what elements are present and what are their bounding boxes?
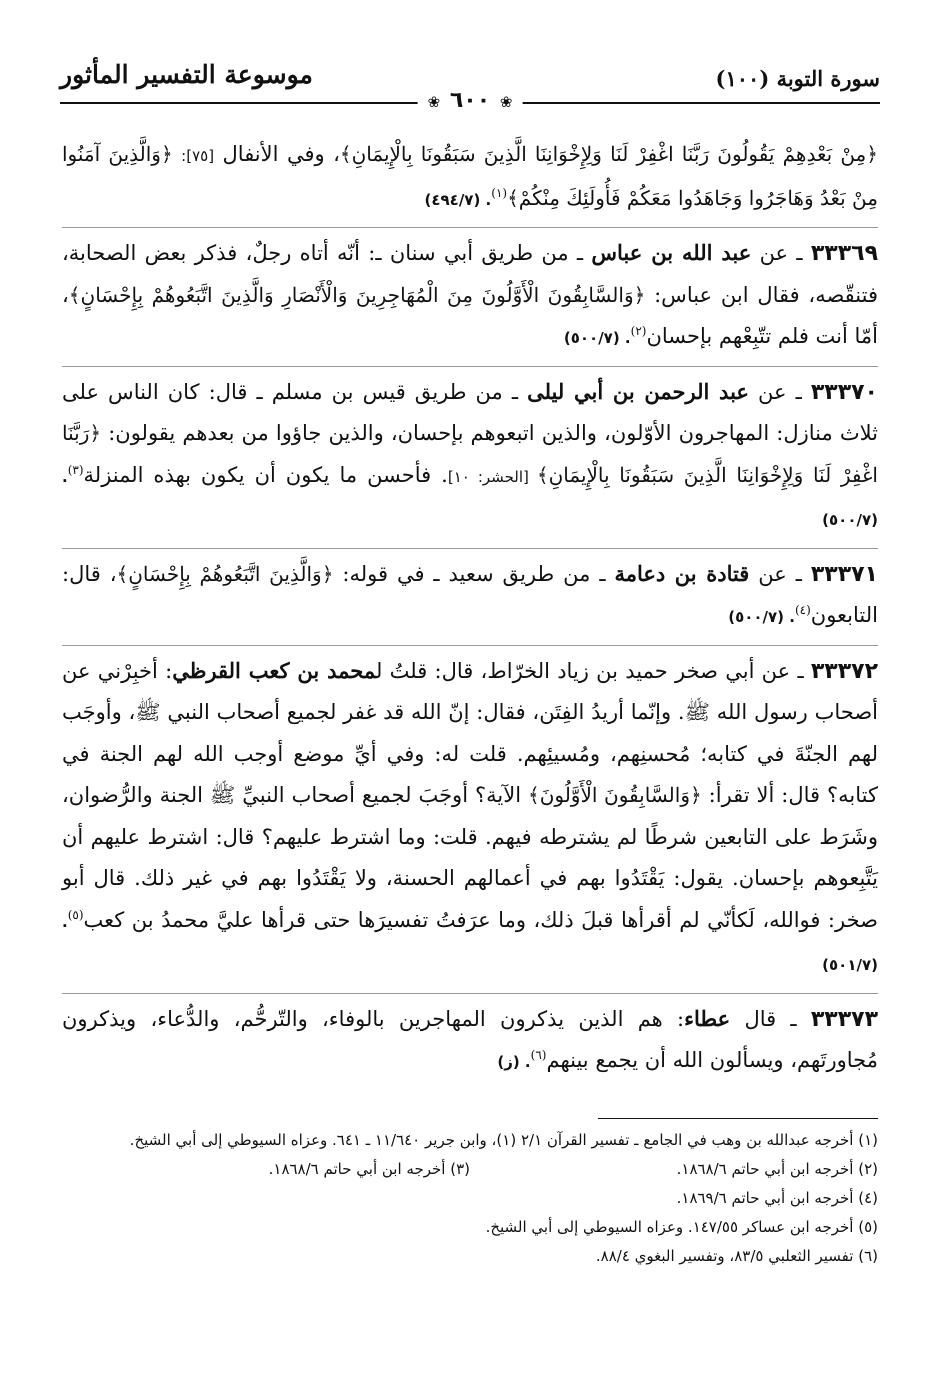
- verse-source: [الحشر: ١٠]: [447, 467, 537, 486]
- narrator-name: عبد الرحمن بن أبي ليلى: [527, 378, 749, 404]
- narration-text: ، أمّا أنت فلم تتّبِعْهم بإحسان: [62, 282, 878, 348]
- quran-verse: ﴿رَبَّنَا اغْفِرْ لَنَا وَلِإِخْوَانِنَا الَّذِينَ سَبَقُونَا بِالْإِيمَانِ﴾: [62, 421, 878, 487]
- narration-text: : أخبِرْني عن أصحاب رسول الله ﷺ. وإنّما أريدُ الفِتَن، فقال: إنّ الله قد غفر لجميع أصحاب النبي ﷺ، وأوجَب لهم الجنّةَ في كتابه؛ مُحسنِهم، ومُسيئِهم. قلت له: وفي أيِّ موضع أوجب الله لهم الجنة في كتابه؟ قال: ألا تقرأ:: [62, 658, 878, 807]
- footnote: (٤) أخرجه ابن أبي حاتم ١٨٦٩/٦.: [676, 1189, 878, 1207]
- narration-text: : هم الذين يذكرون المهاجرين بالوفاء، والتّرحُّم، والدُّعاء، ويذكرون مُجاورتَهم، ويسألون الله أن يجمع بينهم: [62, 1006, 878, 1072]
- narrator-name: عبد الله بن عباس: [591, 240, 752, 265]
- volume-reference: . (٤٩٤/٧): [424, 190, 492, 209]
- quran-verse: ﴿وَالَّذِينَ اتَّبَعُوهُمْ بِإِحْسَانٍ﴾: [116, 561, 334, 586]
- narrator-name: محمد بن كعب القرظي: [172, 657, 376, 683]
- footnote-marker: (١): [491, 185, 508, 200]
- narration-text: ، قال: التابعون: [62, 561, 878, 627]
- ornament-icon: ❀: [427, 93, 441, 111]
- narration-entry: [62, 645, 878, 987]
- lead-text: ، وفي الأنفال: [222, 142, 340, 166]
- surah-title: سورة التوبة (١٠٠): [715, 66, 880, 91]
- narration-text: ـ قال: [730, 1006, 811, 1031]
- footnote: (٢) أخرجه ابن أبي حاتم ١٨٦٨/٦.: [676, 1160, 878, 1178]
- book-title: موسوعة التفسير المأثور: [60, 60, 313, 89]
- volume-reference: . (٥٠٠/٧): [728, 608, 795, 626]
- ornament-icon: ❀: [499, 93, 513, 111]
- quran-verse: ﴿وَالسَّابِقُونَ الْأَوَّلُونَ﴾: [527, 783, 702, 807]
- narrator-name: قتادة بن دعامة: [614, 560, 750, 586]
- footnote-marker: (٢): [630, 324, 647, 338]
- volume-reference: . (٥٠٠/٧): [62, 467, 878, 529]
- narration-number: ٣٣٣٧٠: [810, 379, 878, 405]
- footnote: (٥) أخرجه ابن عساكر ١٤٧/٥٥. وعزاه السيوطي إلى أبي الشيخ.: [485, 1218, 878, 1236]
- footnote-row: [62, 1155, 878, 1184]
- quran-verse: ﴿وَالَّذِينَ آمَنُوا مِنْ بَعْدُ وَهَاجَرُوا وَجَاهَدُوا مَعَكُمْ فَأُولَئِكَ مِنْكُمْ﴾: [62, 142, 878, 210]
- footnote-marker: (٦): [530, 1048, 547, 1062]
- footnote-marker: (٣): [67, 462, 84, 477]
- volume-reference: . (ز): [497, 1053, 531, 1071]
- volume-reference: . (٥٠١/٧): [62, 912, 878, 974]
- footnotes: [62, 1126, 878, 1271]
- narration-text: ـ عن: [751, 241, 811, 265]
- footnote: (١) أخرجه عبدالله بن وهب في الجامع ـ تفسير القرآن ٢/١ (١)، وابن جرير ١١/٦٤٠ ـ ٦٤١. وعزاه السيوطي إلى أبي الشيخ.: [129, 1131, 878, 1149]
- footnote-marker: (٥): [67, 907, 84, 922]
- footnote-separator: [598, 1118, 878, 1119]
- page-body: [62, 134, 878, 1084]
- quran-verse: ﴿وَالسَّابِقُونَ الْأَوَّلُونَ مِنَ الْمُهَاجِرِينَ وَالْأَنْصَارِ وَالَّذِينَ اتَّبَعُوهُمْ بِإِحْسَانٍ﴾: [68, 282, 646, 307]
- page-number-value: ٦٠٠: [449, 88, 491, 113]
- narration-number: ٣٣٣٧١: [810, 561, 878, 587]
- narration-entry: [62, 548, 878, 639]
- narration-text: ـ عن: [749, 561, 811, 586]
- footnote: (٦) تفسير الثعلبي ٨٣/٥، وتفسير البغوي ٨٨/٤.: [595, 1247, 878, 1265]
- narration-text: ـ عن أبي صخر حميد بن زياد الخرّاط، قال: قلتُ ل: [375, 658, 811, 683]
- narration-text: ـ من طريق سعيد ـ في قوله:: [333, 561, 615, 586]
- footnote-marker: (٤): [794, 603, 811, 617]
- page-header: [60, 58, 880, 120]
- narration-text: ـ من طريق قيس بن مسلم ـ قال: كان الناس على ثلاث منازل: المهاجرون الأوّلون، والذين اتبعوهم بإحسان، والذين جاؤوا من بعدهم يقولون:: [62, 379, 878, 445]
- narration-entry: [62, 993, 878, 1084]
- narration-text: ـ من طريق أبي سنان ـ: أنّه أتاه رجلٌ، فذكر بعض الصحابة، فتنقّصه، فقال ابن عباس:: [62, 241, 878, 307]
- quran-verse: ﴿مِنْ بَعْدِهِمْ يَقُولُونَ رَبَّنَا اغْفِرْ لَنَا وَلِإِخْوَانِنَا الَّذِينَ سَبَقُونَا بِالْإِيمَانِ﴾: [339, 142, 878, 166]
- narration-text: الآية؟ أوجَبَ لجميع أصحاب النبيِّ ﷺ الجنة والرُّضوان، وشَرَط على التابعين شرطًا لم يشترطه فيهم. قلت: وما اشترط عليهم؟ قال: اشترط عليهم أن يَتَّبِعوهم بإحسان. يقول: يَقْتَدُوا بهم في أعمالهم الحسنة، ولا يَقْتَدُوا بهم في غير ذلك. قال أبو صخر: فوالله، لَكأنّي لم أقرأها قبلَ ذلك، وما عرَفتُ تفسيرَها حتى قرأها عليَّ محمدُ بن كعب: [62, 783, 878, 932]
- lead-paragraph: [62, 134, 878, 221]
- narration-entry: [62, 366, 878, 542]
- narration-entry: [62, 227, 878, 360]
- narration-number: ٣٣٣٧٣: [810, 1006, 879, 1032]
- footnote: (٣) أخرجه ابن أبي حاتم ١٨٦٨/٦.: [268, 1160, 470, 1178]
- page-number: [418, 88, 523, 113]
- verse-source: [٧٥]:: [181, 147, 215, 165]
- narration-text: . فأحسن ما يكون أن يكون بهذه المنزلة: [83, 462, 448, 487]
- narration-number: ٣٣٣٧٢: [810, 658, 878, 684]
- volume-reference: . (٥٠٠/٧): [563, 329, 631, 347]
- narration-number: ٣٣٣٦٩: [810, 241, 878, 266]
- narrator-name: عطاء: [684, 1005, 731, 1031]
- narration-text: ـ عن: [748, 379, 811, 404]
